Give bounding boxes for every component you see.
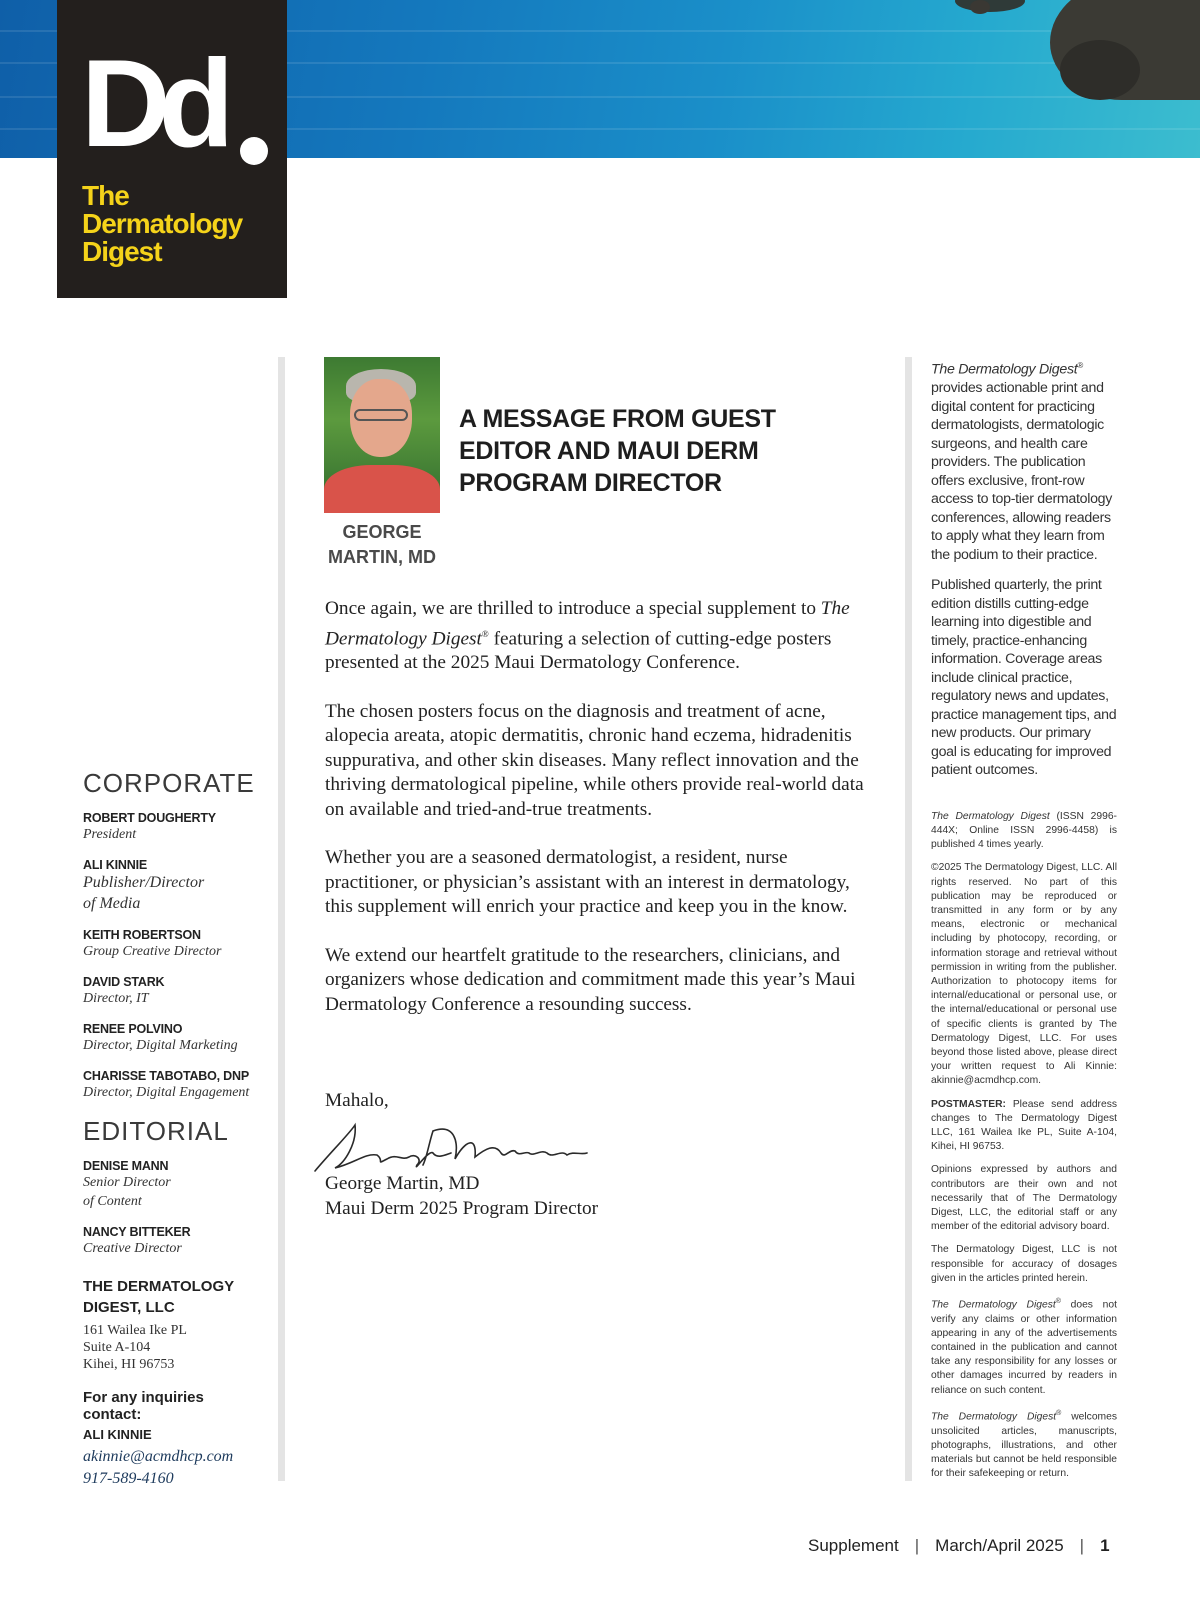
letter-paragraph: Whether you are a seasoned dermatologist, a resident, nurse practitioner, or physician’s assistant with an interest in dermatology, this supplement will enrich your practice and keep you in the know. bbox=[325, 847, 850, 918]
company-name: THE DERMATOLOGY DIGEST, LLC bbox=[83, 1278, 235, 1316]
staff-entry: RENEE POLVINO Director, Digital Marketing bbox=[83, 1022, 238, 1053]
left-column-rule bbox=[278, 357, 285, 1481]
publication-logo bbox=[57, 0, 287, 298]
letter-paragraph: Once again, we are thrilled to introduce a special supplement to The Dermatology Digest® featuring a selection of cutting-edge posters presented at the 2025 Maui Dermatology Conference. bbox=[325, 598, 850, 674]
accuracy-notice: The Dermatology Digest, LLC is not responsible for accuracy of dosages given in the articles printed herein. bbox=[931, 1244, 1117, 1284]
contact-phone: 917-589-4160 bbox=[83, 1470, 174, 1487]
footer-issue: March/April 2025 bbox=[935, 1536, 1064, 1555]
logo-dot bbox=[240, 137, 268, 165]
staff-entry: ALI KINNIE Publisher/Director of Media bbox=[83, 858, 205, 912]
right-column-rule bbox=[905, 357, 912, 1481]
staff-entry: ROBERT DOUGHERTY President bbox=[83, 811, 216, 842]
footer-section: Supplement bbox=[808, 1536, 899, 1555]
letter-paragraph: We extend our heartfelt gratitude to the researchers, clinicians, and organizers whose dedication and commitment made this year’s Maui Dermatology Conference a resounding success. bbox=[325, 944, 856, 1015]
postmaster-notice: POSTMASTER: Please send address changes to The Dermatology Digest LLC, 161 Wailea Ike PL, Suite A-104, Kihei, HI 96753. bbox=[931, 1098, 1117, 1153]
inquiries-label: For any inquiries contact: bbox=[83, 1389, 204, 1423]
claims-notice: The Dermatology Digest® does not verify any claims or other information appearing in any of the advertisements contained in the publication and cannot take any responsibility for any losses or other damages incurred by readers in reliance on such content. bbox=[931, 1298, 1117, 1396]
submissions-notice: The Dermatology Digest® welcomes unsolicited articles, manuscripts, photographs, illustrations, and other materials but cannot be held responsible for their safekeeping or return. bbox=[931, 1409, 1118, 1480]
issn-notice: The Dermatology Digest (ISSN 2996-444X; Online ISSN 2996-4458) is published 4 times yearly. bbox=[931, 810, 1117, 851]
staff-entry: CHARISSE TABOTABO, DNP Director, Digital Engagement bbox=[83, 1069, 250, 1100]
opinions-notice: Opinions expressed by authors and contributors are their own and not necessarily that of The Dermatology Digest, LLC, the editorial staff or any member of the editorial advisory board. bbox=[931, 1164, 1117, 1233]
page-number: 1 bbox=[1100, 1536, 1110, 1555]
staff-entry: DENISE MANN Senior Director of Content bbox=[83, 1159, 171, 1209]
inquiries-contact-name: ALI KINNIE bbox=[83, 1427, 152, 1442]
rock-shape bbox=[970, 0, 990, 14]
page-footer: Supplement | March/April 2025 | 1 bbox=[808, 1536, 1110, 1555]
about-paragraph: Published quarterly, the print edition distills cutting-edge learning into digestible and timely, practice-enhancing information. Coverage areas include clinical practice, regulatory news and updates, practice management tips, and new products. Our primary goal is educating for improved patient outcomes. bbox=[931, 577, 1117, 779]
corporate-heading: CORPORATE bbox=[83, 768, 255, 798]
contact-info bbox=[83, 1446, 263, 1490]
letter-paragraph: The chosen posters focus on the diagnosis and treatment of acne, alopecia areata, atopic dermatitis, chronic hand eczema, hidradenitis suppurativa, and other skin diseases. Many reflect innovation and the thriving dermatological pipeline, while others provide real-world data on available and tried-and-true treatments. bbox=[325, 700, 864, 820]
editorial-heading: EDITORIAL bbox=[83, 1116, 229, 1146]
article-headline: A MESSAGE FROM GUEST EDITOR AND MAUI DERM PROGRAM DIRECTOR bbox=[459, 405, 776, 497]
letter-signoff: Mahalo, bbox=[325, 1090, 389, 1111]
letter-signer: George Martin, MD Maui Derm 2025 Program Director bbox=[325, 1173, 599, 1219]
company-address: 161 Wailea Ike PL Suite A-104 Kihei, HI 96753 bbox=[83, 1323, 187, 1372]
masthead-sidebar bbox=[83, 768, 263, 1490]
rock-shape bbox=[955, 0, 1025, 12]
staff-entry: KEITH ROBERTSON Group Creative Director bbox=[83, 928, 222, 959]
author-photo bbox=[324, 357, 440, 513]
logo-name: The Dermatology Digest bbox=[82, 180, 243, 267]
letter-body bbox=[325, 597, 870, 1041]
logo-mark: Dd bbox=[81, 35, 223, 173]
staff-entry: DAVID STARK Director, IT bbox=[83, 975, 165, 1006]
copyright-notice: ©2025 The Dermatology Digest, LLC. All rights reserved. No part of this publication may be reproduced or transmitted in any form or by any means, electronic or mechanical including by photocopy, recording, or information storage and retrieval without permission in writing from the publisher. Authorization to photocopy items for internal/educational or personal use, or the internal/educational or personal use of specific clients is granted by The Dermatology Digest, LLC. For uses beyond those listed above, please direct your written request to Ali Kinnie: akinnie@acmdhcp.com. bbox=[931, 862, 1117, 1087]
staff-entry: NANCY BITTEKER Creative Director bbox=[83, 1225, 191, 1256]
author-caption: GEORGE MARTIN, MD bbox=[328, 522, 436, 567]
about-paragraph: The Dermatology Digest® provides actionable print and digital content for practicing dermatologists, dermatologic surgeons, and health care providers. The publication offers exclusive, front-row access to top-tier dermatology conferences, allowing readers to apply what they learn from the podium to their practice. bbox=[931, 361, 1113, 563]
contact-email-link[interactable]: akinnie@acmdhcp.com bbox=[83, 1448, 234, 1465]
rock-shape bbox=[1060, 40, 1140, 100]
publication-info-column bbox=[931, 357, 1117, 1490]
